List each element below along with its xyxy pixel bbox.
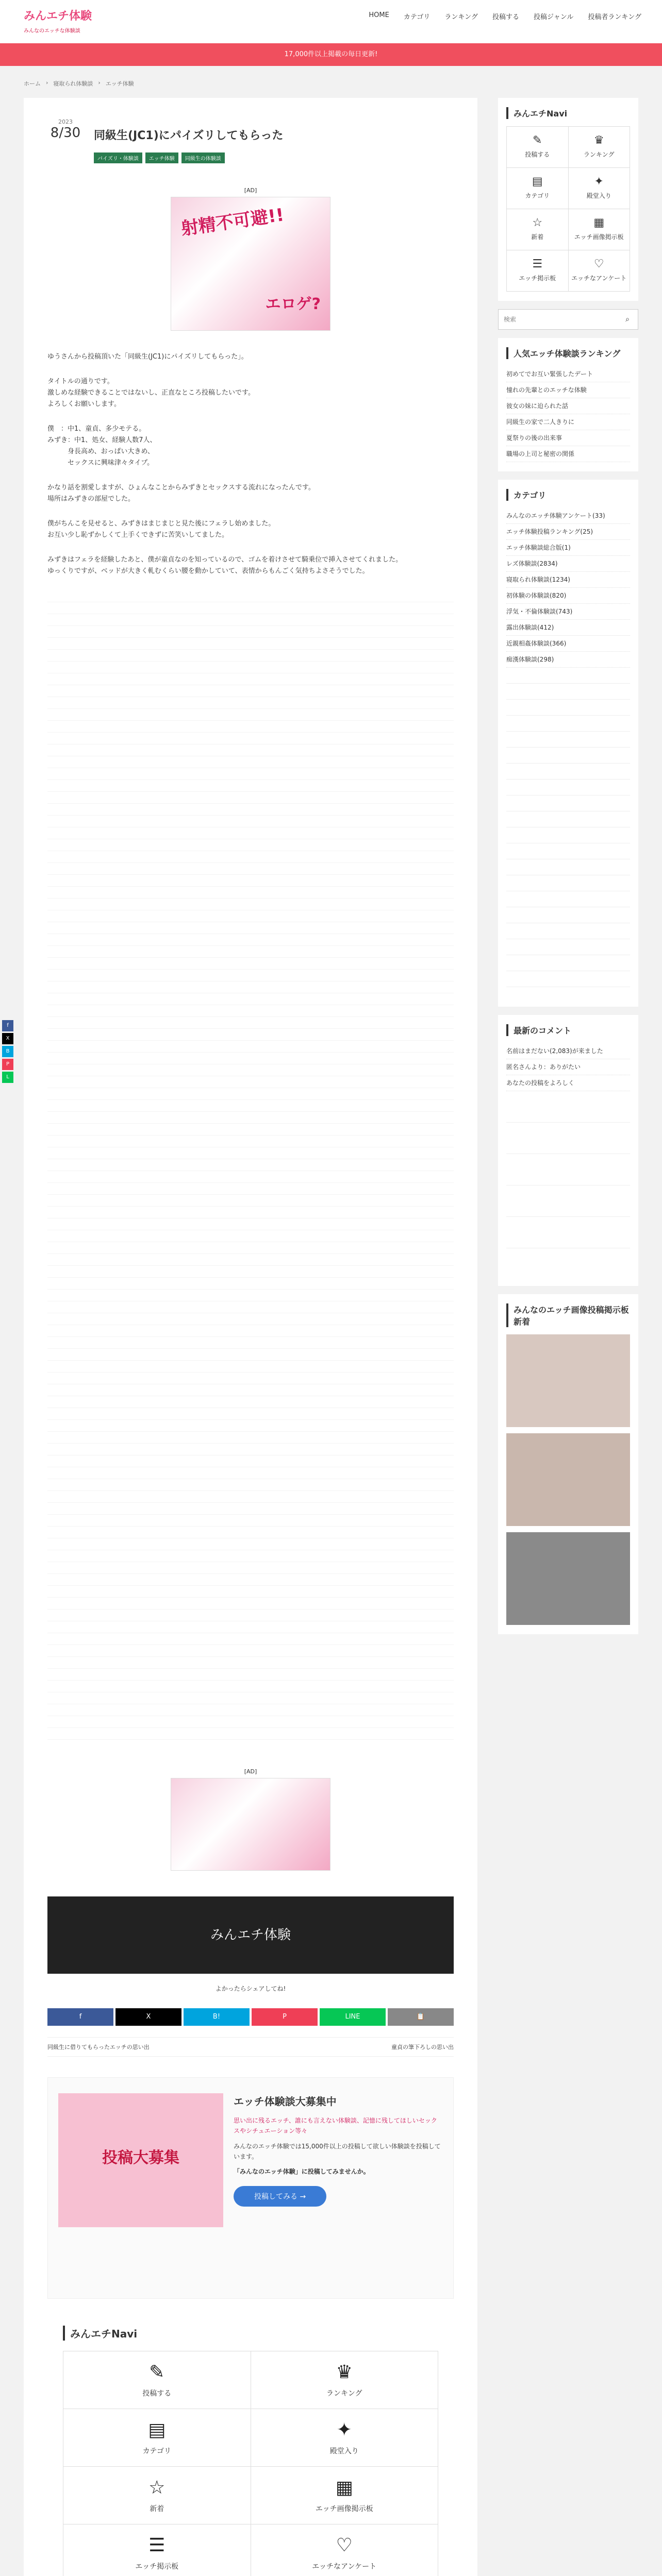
sidebar xyxy=(498,98,638,1642)
ad-banner[interactable]: 射精不可避!! エロゲ? xyxy=(171,197,330,331)
navi-board[interactable]: ☰ エッチ掲示板 xyxy=(63,2524,251,2576)
category-item[interactable]: 露出体験談(412) xyxy=(506,620,630,636)
category-item[interactable]: みんなのエッチ体験アンケート(33) xyxy=(506,508,630,524)
cta-button[interactable]: 投稿してみる → xyxy=(234,2186,326,2207)
category-item[interactable]: レズ体験談(2834) xyxy=(506,556,630,572)
search-input[interactable] xyxy=(499,310,617,329)
breadcrumb-home[interactable]: ホーム xyxy=(24,80,41,87)
tag[interactable]: エッチ体験 xyxy=(145,152,178,163)
breadcrumb-cat[interactable]: 寝取られ体験談 xyxy=(53,80,93,87)
navi-category[interactable]: ▤ カテゴリ xyxy=(63,2409,251,2467)
category-item[interactable]: エッチ体験談総合版(1) xyxy=(506,540,630,556)
cta-banner: 投稿大募集 xyxy=(58,2093,223,2227)
comment-list-filler xyxy=(506,1091,630,1277)
paragraph: ゆうさんから投稿頂いた「同級生(JC1)にパイズリしてもらった」。 xyxy=(47,353,248,361)
site-logo[interactable]: みんエチ体験 みんなのエッチな体験談 xyxy=(24,10,92,34)
board-thumbnail[interactable] xyxy=(506,1433,630,1526)
prev-post-link[interactable]: 同級生に借りてもらったエッチの思い出 xyxy=(47,2044,150,2050)
side-ranking: 人気エッチ体験談ランキング 初めてでお互い緊張したデート 憧れの先輩とのエッチな体験 彼女の妹に迫られた話 同級生の家で二人きりに 夏祭りの後の出来事 職場の上司と秘密の関係 xyxy=(498,338,638,471)
navi-box xyxy=(47,2313,454,2576)
hatena-icon[interactable]: B xyxy=(2,1046,13,1057)
side-image-board: みんなのエッチ画像投稿掲示板 新着 xyxy=(498,1294,638,1634)
side-navi-post[interactable]: ✎ 投稿する xyxy=(507,127,569,168)
paragraph: かなり話を割愛しますが、ひょんなことからみずきとセックスする流れになったんです。 場所はみずきの部屋でした。 xyxy=(47,484,315,503)
tag[interactable]: パイズリ・体験談 xyxy=(94,152,142,163)
site-header xyxy=(0,0,662,43)
crown-icon: ♛ xyxy=(336,2362,353,2383)
post-pager xyxy=(47,2037,454,2057)
line-icon[interactable]: L xyxy=(2,1072,13,1083)
side-categories: カテゴリ みんなのエッチ体験アンケート(33) エッチ体験投稿ランキング(25) エッチ体験談総合版(1) レズ体験談(2834) 寝取られ体験談(1234) 初体験の体験談(820) 浮気・不倫体験談(743) 露出体験談(412) 近親相姦体験談(366) 痴漢体験談(298) xyxy=(498,480,638,1007)
heart-icon: ♡ xyxy=(336,2535,353,2556)
nav-home[interactable]: HOME xyxy=(369,11,389,19)
ranking-item[interactable]: 初めてでお互い緊張したデート xyxy=(506,366,630,382)
side-navi-board[interactable]: ☰ エッチ掲示板 xyxy=(507,250,569,292)
ranking-item[interactable]: 憧れの先輩とのエッチな体験 xyxy=(506,382,630,398)
paragraph: タイトルの通りです。 激しめな経験できることではないし、正直なところ投稿したいです。 よろしくお願いします。 xyxy=(47,378,255,408)
comment-item[interactable]: 匿名さんより：ありがたい xyxy=(506,1059,630,1075)
navi-ranking[interactable]: ♛ ランキング xyxy=(251,2351,439,2409)
category-item[interactable]: 近親相姦体験談(366) xyxy=(506,636,630,652)
navi-image-board[interactable]: ▦ エッチ画像掲示板 xyxy=(251,2467,439,2524)
list-icon: ☰ xyxy=(532,258,543,270)
image-icon: ▦ xyxy=(593,216,605,229)
comment-item[interactable]: 名前はまだない(2,083)が来ました xyxy=(506,1043,630,1059)
side-navi-hall[interactable]: ✦ 殿堂入り xyxy=(569,168,631,209)
paragraph: みずきはフェラを経験したあと、僕が童貞なのを知っているので、ゴムを着けさせて騎乗位で挿入させてくれました。 ゆっくりですが、ベッドが大きく軋むくらい腰を動かしていて、表情からもんごく気持ちよさそうでした。 xyxy=(47,556,403,575)
ranking-item[interactable]: 夏祭りの後の出来事 xyxy=(506,430,630,446)
search-icon[interactable]: ⌕ xyxy=(625,315,630,324)
board-thumbnail[interactable] xyxy=(506,1334,630,1427)
nav-genre[interactable]: 投稿ジャンル xyxy=(533,13,574,21)
ad-label: [AD] xyxy=(244,187,257,194)
side-recent-comments: 最新のコメント 名前はまだない(2,083)が来ました 匿名さんより：ありがたい あなたの投稿をよろしく xyxy=(498,1015,638,1286)
body-text-filler xyxy=(47,590,454,1744)
category-item[interactable]: 痴漢体験談(298) xyxy=(506,652,630,668)
list-icon: ☰ xyxy=(148,2535,166,2556)
ranking-item[interactable]: 彼女の妹に迫られた話 xyxy=(506,398,630,414)
share-bar xyxy=(47,2008,454,2026)
navi-hall[interactable]: ✦ 殿堂入り xyxy=(251,2409,439,2467)
post-date: 2023 8/30 xyxy=(50,118,81,141)
facebook-share-button[interactable]: f xyxy=(47,2008,113,2026)
x-share-button[interactable]: X xyxy=(115,2008,181,2026)
pocket-share-button[interactable]: P xyxy=(252,2008,318,2026)
folder-icon: ▤ xyxy=(532,175,543,188)
search-box xyxy=(498,309,638,330)
x-icon[interactable]: X xyxy=(2,1033,13,1044)
promo-banner[interactable]: みんエチ体験 xyxy=(47,1896,454,1974)
ad-banner-2[interactable] xyxy=(171,1778,330,1871)
ranking-item[interactable]: 同級生の家で二人きりに xyxy=(506,414,630,430)
line-share-button[interactable]: LINE xyxy=(320,2008,386,2026)
post-title: 同級生(JC1)にパイズリしてもらった xyxy=(94,129,284,142)
heart-icon: ♡ xyxy=(593,258,604,270)
cta-title: エッチ体験談大募集中 xyxy=(234,2095,337,2108)
navi-title: みんエチNavi xyxy=(63,2326,438,2341)
share-label: よかったらシェアしてね! xyxy=(215,1985,286,1992)
ad-label: [AD] xyxy=(244,1768,257,1775)
side-navi-new[interactable]: ☆ 新着 xyxy=(507,209,569,250)
floating-share xyxy=(2,1020,13,1083)
category-item[interactable]: 寝取られ体験談(1234) xyxy=(506,572,630,588)
pocket-icon[interactable]: P xyxy=(2,1059,13,1070)
side-navi-ranking[interactable]: ♛ ランキング xyxy=(569,127,631,168)
pencil-icon: ✎ xyxy=(149,2362,165,2383)
side-navi: みんエチNavi ✎ 投稿する ♛ ランキング ▤ カテゴリ ✦ 殿堂入り ☆ 新着 ▦ エッチ画像掲示板 ☰ エッチ掲示板 ♡ エッチなアンケート xyxy=(498,98,638,301)
nav-poster-ranking[interactable]: 投稿者ランキング xyxy=(588,13,641,21)
navi-new[interactable]: ☆ 新着 xyxy=(63,2467,251,2524)
comment-item[interactable]: あなたの投稿をよろしく xyxy=(506,1075,630,1091)
side-navi-category[interactable]: ▤ カテゴリ xyxy=(507,168,569,209)
paragraph: 僕がちんこを見せると、みずきはまじまじと見た後にフェラし始めました。 お互い少し恥ずかしくて上手くできずに苦笑いしてました。 xyxy=(47,520,275,539)
article xyxy=(24,98,477,2576)
side-navi-survey[interactable]: ♡ エッチなアンケート xyxy=(569,250,631,292)
category-item[interactable]: 浮気・不倫体験談(743) xyxy=(506,604,630,620)
nav-category[interactable]: カテゴリ xyxy=(403,13,431,21)
ranking-item[interactable]: 職場の上司と秘密の関係 xyxy=(506,446,630,462)
image-icon: ▦ xyxy=(335,2477,353,2498)
submit-cta: 投稿大募集 エッチ体験談大募集中 思い出に残るエッチ、誰にも言えない体験談、記憶に残してほしいセックスやシチュエーション等々 みんなのエッチ体験では15,000件以上の投稿して欲しい体験談を投稿しています。 「みんなのエッチ体験」に投稿してみませんか。 投稿してみる → xyxy=(47,2077,454,2299)
hatena-share-button[interactable]: B! xyxy=(184,2008,250,2026)
star-icon: ☆ xyxy=(148,2477,166,2498)
medal-icon: ✦ xyxy=(336,2419,352,2441)
copy-link-button[interactable]: 📋 xyxy=(388,2008,454,2026)
navi-survey[interactable]: ♡ エッチなアンケート xyxy=(251,2524,439,2576)
breadcrumb-current[interactable]: エッチ体験 xyxy=(105,80,134,87)
notice-bar[interactable]: 17,000件以上掲載の毎日更新! xyxy=(0,43,662,66)
tag[interactable]: 同級生の体験談 xyxy=(181,152,225,163)
nav-ranking[interactable]: ランキング xyxy=(444,13,478,21)
star-icon: ☆ xyxy=(532,216,543,229)
category-item[interactable]: 初体験の体験談(820) xyxy=(506,588,630,604)
post-body xyxy=(47,351,454,1744)
navi-post[interactable]: ✎ 投稿する xyxy=(63,2351,251,2409)
side-navi-image-board[interactable]: ▦ エッチ画像掲示板 xyxy=(569,209,631,250)
category-list-filler xyxy=(506,668,630,997)
navi-grid xyxy=(63,2351,438,2576)
post-tags xyxy=(94,152,454,163)
board-thumbnail[interactable] xyxy=(506,1532,630,1625)
paragraph: 僕 ：中1、童貞、多少モテる。 みずき：中1、処女、経験人数7人、 身長高め、おっぱい大きめ、 セックスに興味津々タイプ。 xyxy=(47,425,157,467)
breadcrumb: ホーム › 寝取られ体験談 › エッチ体験 xyxy=(24,79,134,87)
nav-post[interactable]: 投稿する xyxy=(492,13,519,21)
global-nav xyxy=(369,11,641,21)
crown-icon: ♛ xyxy=(593,134,604,147)
medal-icon: ✦ xyxy=(594,175,604,188)
facebook-icon[interactable]: f xyxy=(2,1020,13,1031)
pencil-icon: ✎ xyxy=(533,134,542,147)
next-post-link[interactable]: 童貞の筆下ろしの思い出 xyxy=(391,2044,454,2050)
folder-icon: ▤ xyxy=(148,2419,166,2441)
category-item[interactable]: エッチ体験投稿ランキング(25) xyxy=(506,524,630,540)
